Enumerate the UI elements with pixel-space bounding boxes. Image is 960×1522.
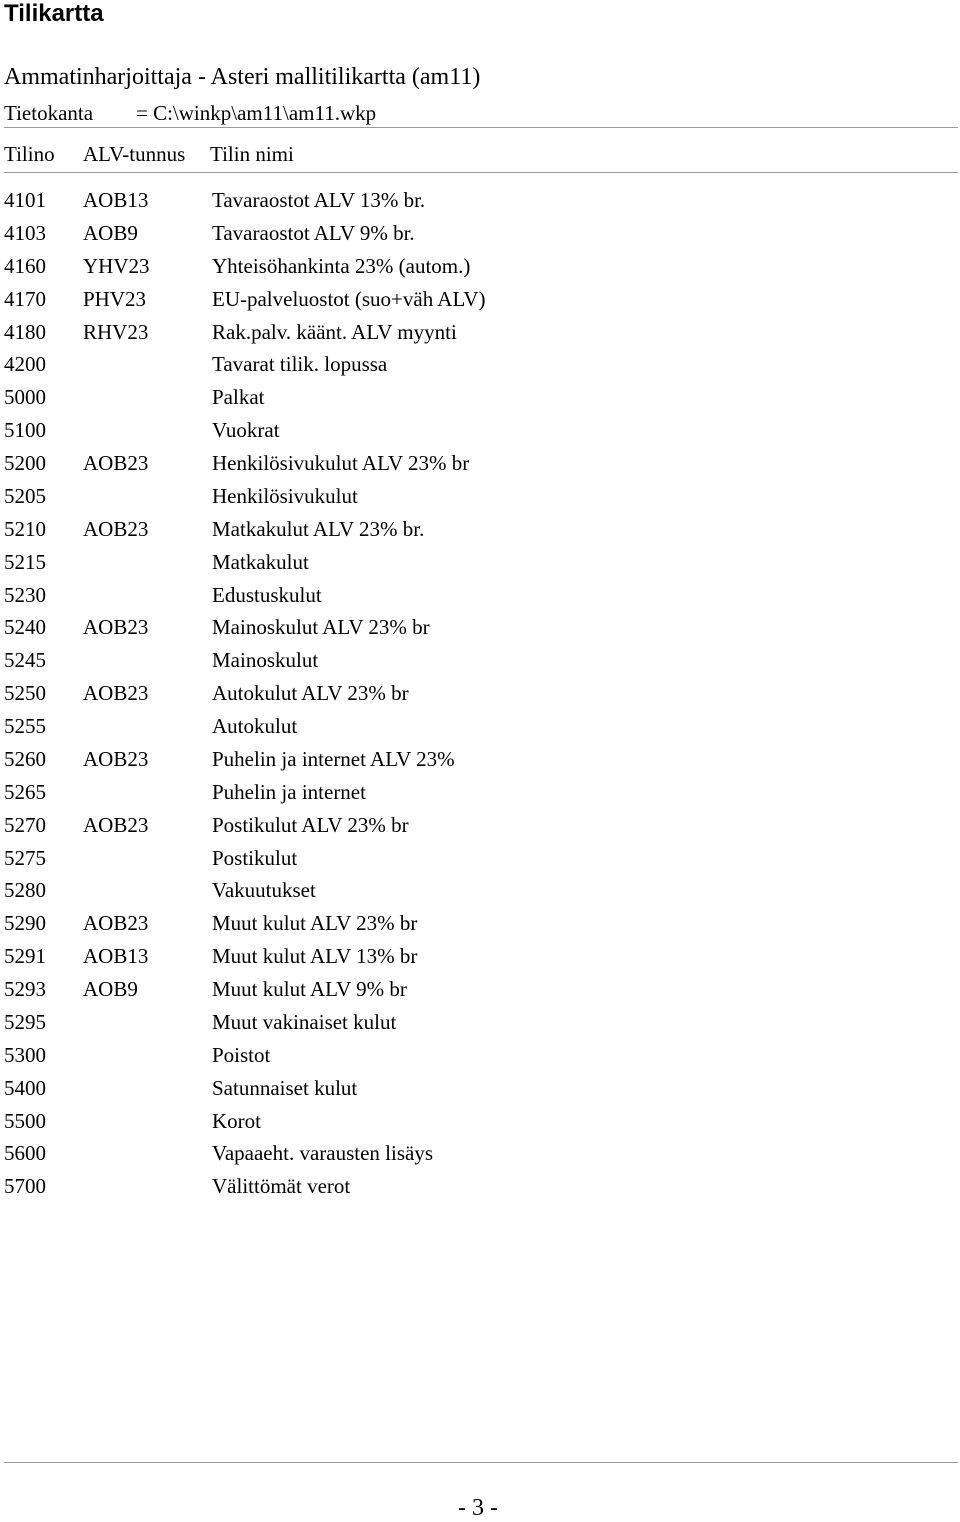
table-row — [4, 680, 954, 713]
account-number: 5600 — [4, 1141, 46, 1166]
account-number: 5230 — [4, 582, 46, 607]
account-name: Välittömät verot — [212, 1174, 351, 1199]
table-row — [4, 746, 954, 779]
table-row — [4, 351, 954, 384]
vat-code: AOB13 — [83, 188, 149, 212]
account-name: Autokulut — [212, 714, 298, 738]
table-row — [4, 910, 954, 943]
account-number: 5000 — [4, 385, 46, 410]
account-name: Puhelin ja internet — [212, 779, 366, 804]
table-row — [4, 417, 954, 450]
account-number: 5295 — [4, 1009, 46, 1034]
account-number: 4101 — [4, 188, 46, 212]
account-number: 5245 — [4, 648, 46, 673]
account-number: 5293 — [4, 977, 46, 1001]
account-number: 4200 — [4, 352, 46, 377]
account-name: Mainoskulut ALV 23% br — [212, 615, 430, 640]
account-name: Muut vakinaiset kulut — [212, 1009, 397, 1034]
account-number: 5400 — [4, 1075, 46, 1100]
account-name: Edustuskulut — [212, 582, 322, 607]
account-number: 5205 — [4, 483, 46, 508]
account-number: 5265 — [4, 779, 46, 804]
account-number: 5275 — [4, 845, 46, 870]
database-path: = C:\winkp\am11\am11.wkp — [136, 101, 377, 125]
table-row — [4, 1042, 954, 1075]
account-name: Rak.palv. käänt. ALV myynti — [212, 319, 457, 344]
vat-code: RHV23 — [83, 319, 149, 344]
table-row — [4, 1173, 954, 1206]
account-name: EU-palveluostot (suo+väh ALV) — [212, 286, 486, 311]
account-number: 5260 — [4, 746, 46, 771]
account-number: 4103 — [4, 220, 46, 245]
account-name: Matkakulut — [212, 549, 309, 574]
account-number: 5215 — [4, 549, 46, 574]
account-name: Tavaraostot ALV 9% br. — [212, 220, 415, 245]
header-account-number: Tilino — [4, 142, 55, 166]
account-number: 5700 — [4, 1174, 46, 1199]
account-name: Henkilösivukulut ALV 23% br — [212, 451, 470, 475]
document-subtitle: Ammatinharjoittaja - Asteri mallitilikartta (am11) — [4, 64, 481, 90]
table-row — [4, 614, 954, 647]
vat-code: YHV23 — [83, 253, 150, 278]
table-row — [4, 1140, 954, 1173]
table-row — [4, 713, 954, 746]
table-row — [4, 1075, 954, 1108]
table-row — [4, 1009, 954, 1042]
table-row — [4, 253, 954, 286]
vat-code: AOB9 — [83, 220, 138, 245]
account-name: Muut kulut ALV 9% br — [212, 977, 407, 1001]
account-number: 5270 — [4, 812, 46, 837]
vat-code: AOB23 — [83, 812, 149, 837]
account-name: Henkilösivukulut — [212, 483, 358, 508]
vat-code: AOB23 — [83, 746, 149, 771]
table-row — [4, 779, 954, 812]
account-number: 5255 — [4, 714, 46, 738]
vat-code: PHV23 — [83, 286, 147, 311]
table-row — [4, 1108, 954, 1141]
account-name: Tavarat tilik. lopussa — [212, 352, 388, 377]
database-line — [4, 100, 376, 126]
account-name: Korot — [212, 1108, 261, 1133]
table-row — [4, 483, 954, 516]
vat-code: AOB23 — [83, 681, 149, 706]
table-row — [4, 319, 954, 352]
table-row — [4, 943, 954, 976]
account-name: Autokulut ALV 23% br — [212, 681, 409, 706]
vat-code: AOB23 — [83, 516, 149, 541]
table-row — [4, 877, 954, 910]
account-name: Muut kulut ALV 23% br — [212, 911, 418, 936]
table-row — [4, 187, 954, 220]
account-number: 5500 — [4, 1108, 46, 1133]
account-list — [4, 187, 954, 1206]
table-row — [4, 647, 954, 680]
vat-code: AOB23 — [83, 911, 149, 936]
table-row — [4, 812, 954, 845]
account-name: Satunnaiset kulut — [212, 1075, 358, 1100]
header-account-name: Tilin nimi — [210, 142, 294, 166]
table-row — [4, 976, 954, 1009]
account-number: 5100 — [4, 418, 46, 443]
account-number: 4160 — [4, 253, 46, 278]
header-divider-bottom — [4, 172, 958, 173]
table-row — [4, 845, 954, 878]
account-name: Vakuutukset — [212, 878, 316, 903]
account-name: Postikulut — [212, 845, 298, 870]
account-number: 5210 — [4, 516, 46, 541]
account-number: 5240 — [4, 615, 46, 640]
account-name: Mainoskulut — [212, 648, 319, 673]
table-row — [4, 220, 954, 253]
account-number: 4170 — [4, 286, 46, 311]
page-number: - 3 - — [458, 1495, 498, 1521]
account-name: Vapaaeht. varausten lisäys — [212, 1141, 434, 1166]
vat-code: AOB23 — [83, 451, 149, 475]
account-name: Tavaraostot ALV 13% br. — [212, 188, 426, 212]
table-row — [4, 516, 954, 549]
vat-code: AOB13 — [83, 944, 149, 969]
account-number: 5200 — [4, 451, 46, 475]
account-number: 4180 — [4, 319, 46, 344]
header-vat-code: ALV-tunnus — [83, 142, 186, 166]
document-title: Tilikartta — [4, 0, 104, 27]
account-name: Poistot — [212, 1042, 271, 1067]
table-row — [4, 286, 954, 319]
table-row — [4, 384, 954, 417]
vat-code: AOB9 — [83, 977, 138, 1001]
vat-code: AOB23 — [83, 615, 149, 640]
table-row — [4, 582, 954, 615]
account-number: 5250 — [4, 681, 46, 706]
table-row — [4, 549, 954, 582]
account-name: Puhelin ja internet ALV 23% — [212, 746, 455, 771]
account-number: 5280 — [4, 878, 46, 903]
account-name: Yhteisöhankinta 23% (autom.) — [212, 253, 471, 278]
header-divider-top — [4, 127, 958, 128]
account-name: Vuokrat — [212, 418, 280, 443]
account-name: Postikulut ALV 23% br — [212, 812, 409, 837]
account-name: Muut kulut ALV 13% br — [212, 944, 418, 969]
table-row — [4, 450, 954, 483]
account-number: 5290 — [4, 911, 46, 936]
footer-divider — [4, 1462, 958, 1463]
account-number: 5291 — [4, 944, 46, 969]
account-name: Palkat — [212, 385, 265, 410]
database-label: Tietokanta — [4, 101, 94, 125]
account-number: 5300 — [4, 1042, 46, 1067]
account-name: Matkakulut ALV 23% br. — [212, 516, 425, 541]
